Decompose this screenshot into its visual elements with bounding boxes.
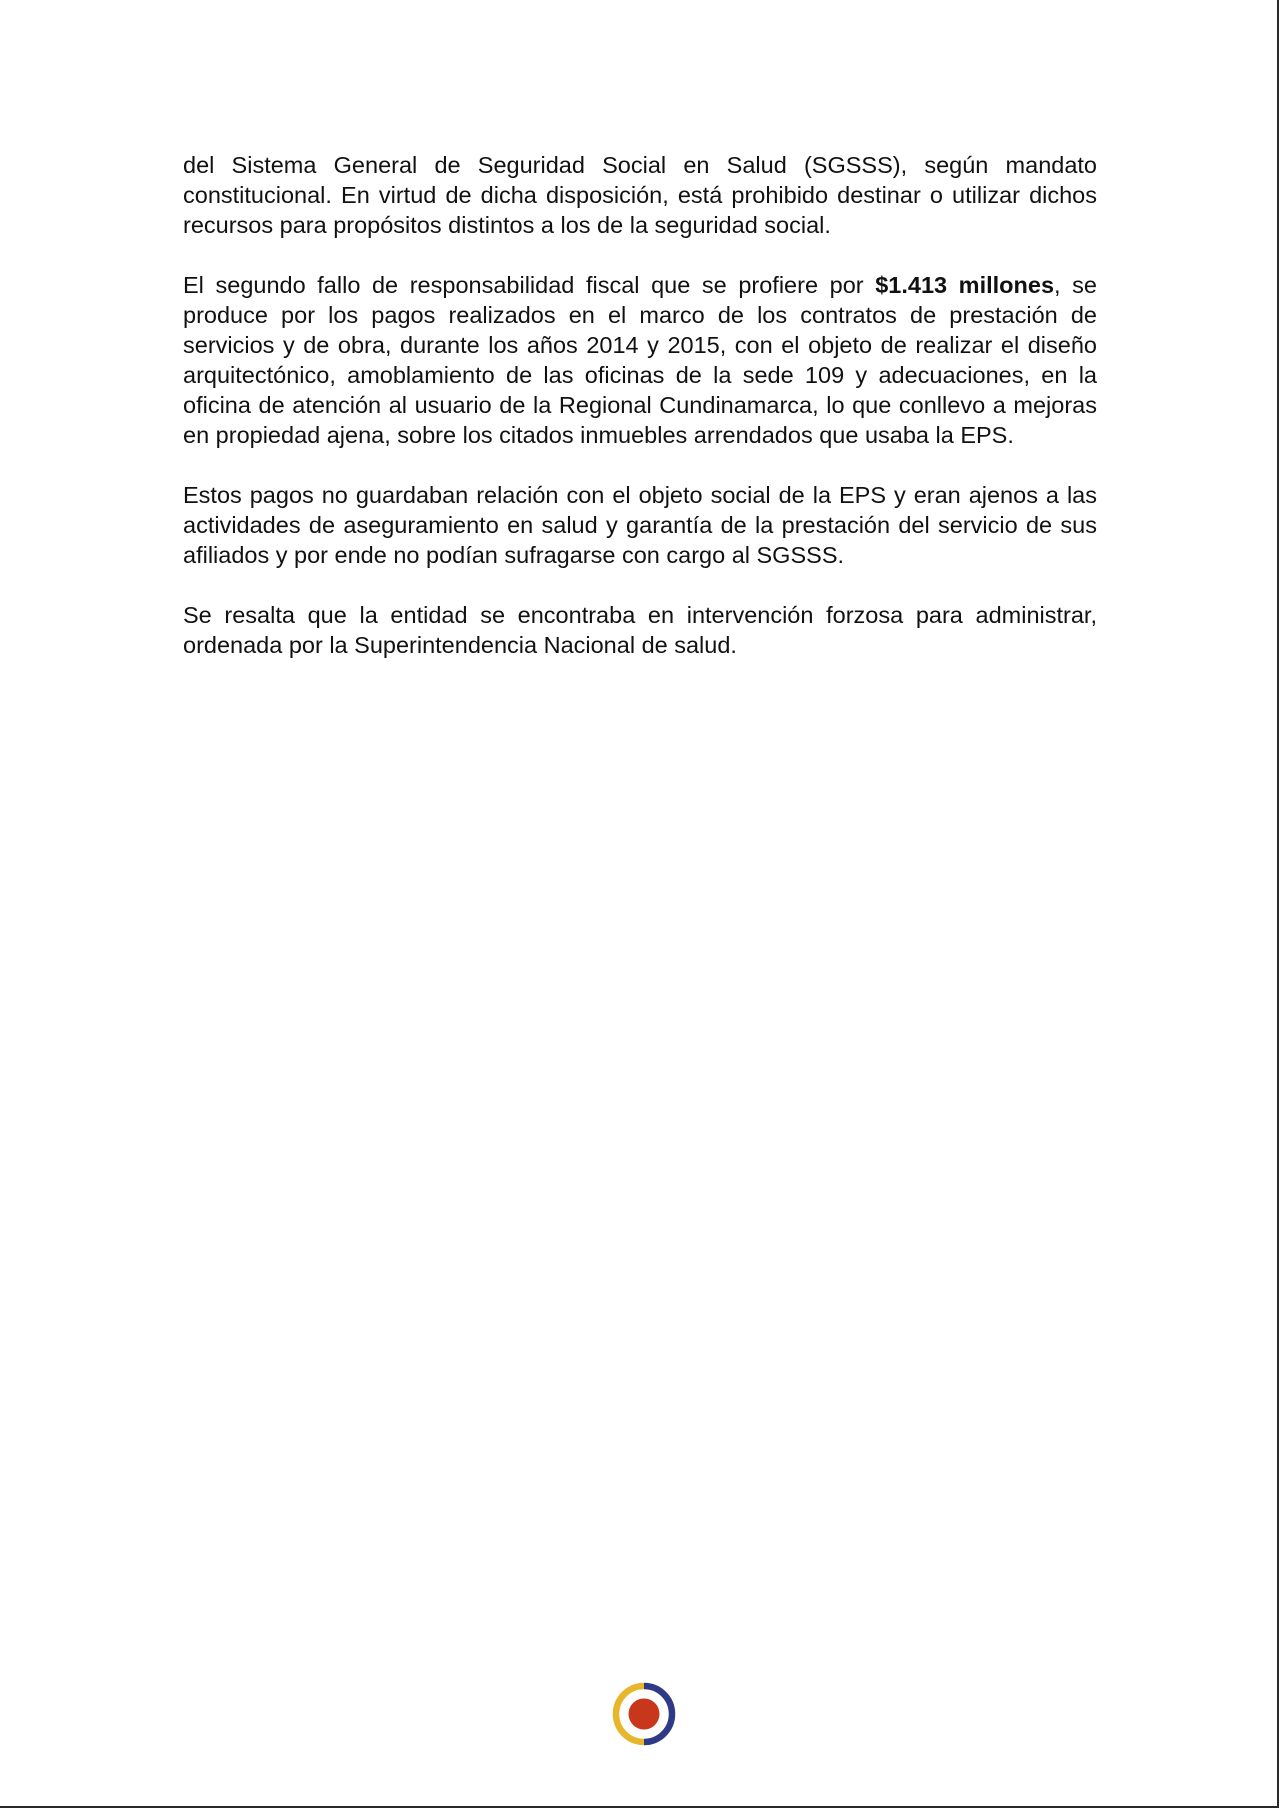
ruling-amount: $1.413 millones [875, 272, 1055, 298]
logo-red-dot [629, 1699, 660, 1730]
concentric-circle-logo-icon [612, 1682, 676, 1746]
paragraph-sgsss-mandate: del Sistema General de Seguridad Social en Salud (SGSSS), según mandato constitucional. En virtud de dicha disposición, está prohibido destinar o utilizar dichos recursos para propósitos distintos a los de la seguridad social. [183, 152, 1097, 238]
document-body [183, 150, 1097, 690]
paragraph-payments-unrelated: Estos pagos no guardaban relación con el objeto social de la EPS y eran ajenos a las actividades de aseguramiento en salud y garantía de la prestación del servicio de sus afiliados y por ende no podían sufragarse con cargo al SGSSS. [183, 482, 1097, 568]
paragraph-forced-intervention: Se resalta que la entidad se encontraba en intervención forzosa para administrar, ordenada por la Superintendencia Nacional de salud. [183, 602, 1097, 658]
paragraph-second-fiscal-ruling [183, 270, 1097, 450]
paragraph-second-ruling-intro: El segundo fallo de responsabilidad fiscal que se profiere por [183, 272, 876, 298]
paragraph-second-ruling-details: , se produce por los pagos realizados en el marco de los contratos de prestación de servicios y de obra, durante los años 2014 y 2015, con el objeto de realizar el diseño arquitectónico, amoblamiento de las oficinas de la sede 109 y adecuaciones, en la oficina de atención al usuario de la Regional Cundinamarca, lo que conllevo a mejoras en propiedad ajena, sobre los citados inmuebles arrendados que usaba la EPS. [183, 272, 1097, 448]
